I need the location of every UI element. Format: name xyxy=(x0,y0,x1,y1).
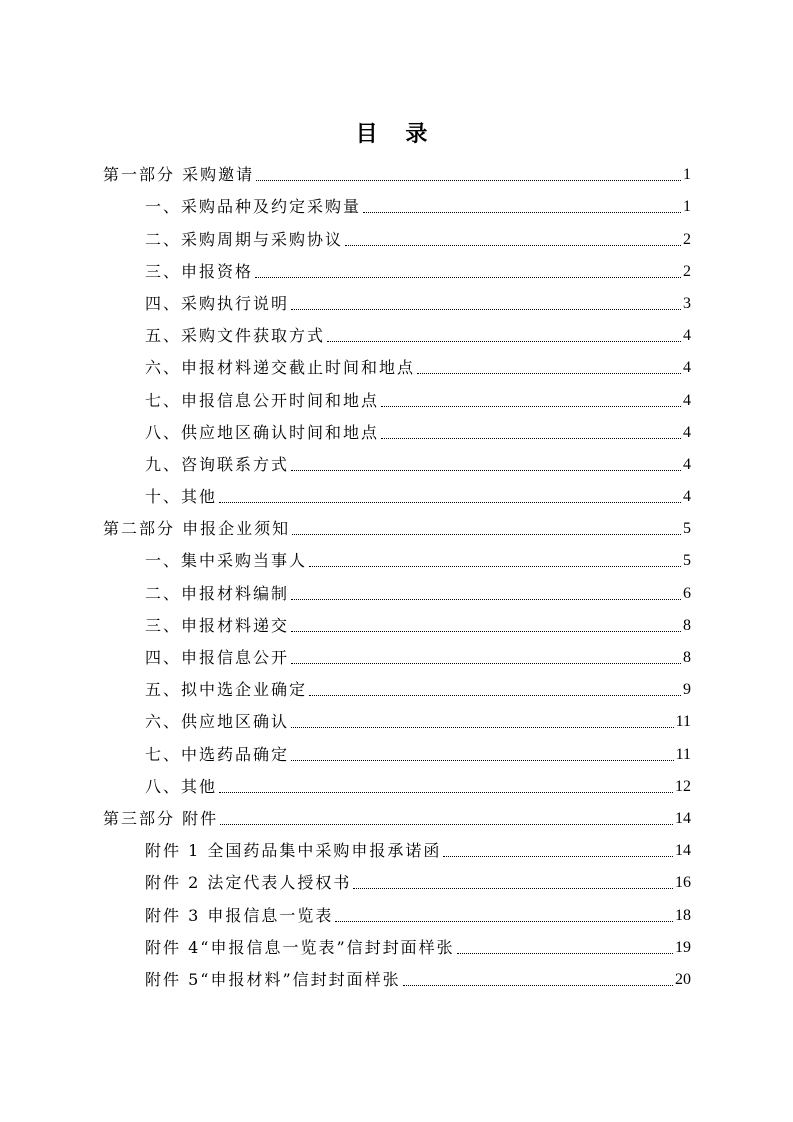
toc-entry-text: 五、采购文件获取方式 xyxy=(145,326,326,346)
toc-dot-leader xyxy=(457,953,673,954)
toc-part-entry[interactable] xyxy=(103,155,691,187)
toc-entry-text: 附件 5“申报材料”信封封面样张 xyxy=(145,969,401,989)
toc-title: 目 录 xyxy=(355,121,438,147)
toc-page-number: 14 xyxy=(675,809,691,827)
toc-section-entry[interactable] xyxy=(103,413,691,445)
toc-section-entry[interactable] xyxy=(103,477,691,509)
toc-dot-leader xyxy=(353,888,673,889)
toc-entry-text: 五、拟中选企业确定 xyxy=(145,680,308,700)
toc-entry-text: 十、其他 xyxy=(145,487,218,507)
toc-entry-text: 第二部分 申报企业须知 xyxy=(103,519,291,539)
toc-section-entry[interactable] xyxy=(103,928,691,960)
toc-entry-text: 第一部分 采购邀请 xyxy=(103,165,255,185)
toc-dot-leader xyxy=(309,566,681,567)
toc-page-number: 4 xyxy=(683,423,691,441)
toc-page-number: 20 xyxy=(675,970,691,988)
toc-section-entry[interactable] xyxy=(103,316,691,348)
toc-section-entry[interactable] xyxy=(103,960,691,992)
toc-dot-leader xyxy=(291,470,681,471)
toc-dot-leader xyxy=(292,534,681,535)
toc-section-entry[interactable] xyxy=(103,284,691,316)
toc-dot-leader xyxy=(220,824,673,825)
toc-entry-text: 二、采购周期与采购协议 xyxy=(145,229,344,249)
toc-section-entry[interactable] xyxy=(103,638,691,670)
toc-entry-text: 七、申报信息公开时间和地点 xyxy=(145,390,380,410)
toc-dot-leader xyxy=(381,406,681,407)
toc-entry-text: 附件 3 申报信息一览表 xyxy=(145,905,334,925)
toc-entry-text: 二、申报材料编制 xyxy=(145,583,290,603)
toc-page-number: 3 xyxy=(683,294,691,312)
toc-dot-leader xyxy=(256,180,681,181)
toc-section-entry[interactable] xyxy=(103,606,691,638)
toc-page-number: 18 xyxy=(675,906,691,924)
toc-section-entry[interactable] xyxy=(103,348,691,380)
toc-page-number: 4 xyxy=(683,488,691,506)
toc-section-entry[interactable] xyxy=(103,541,691,573)
toc-page-number: 16 xyxy=(675,874,691,892)
toc-entry-text: 七、中选药品确定 xyxy=(145,744,290,764)
toc-dot-leader xyxy=(345,245,681,246)
toc-dot-leader xyxy=(291,631,681,632)
toc-section-entry[interactable] xyxy=(103,219,691,251)
toc-dot-leader xyxy=(291,663,681,664)
toc-dot-leader xyxy=(291,727,674,728)
toc-section-entry[interactable] xyxy=(103,670,691,702)
toc-entry-text: 附件 1 全国药品集中采购申报承诺函 xyxy=(145,841,442,861)
toc-entry-text: 四、申报信息公开 xyxy=(145,648,290,667)
toc-dot-leader xyxy=(291,599,681,600)
table-of-contents xyxy=(103,155,691,992)
toc-dot-leader xyxy=(219,792,673,793)
toc-entry-text: 六、供应地区确认 xyxy=(145,712,290,732)
toc-entry-text: 六、申报材料递交截止时间和地点 xyxy=(145,358,416,378)
toc-section-entry[interactable] xyxy=(103,445,691,477)
toc-dot-leader xyxy=(219,502,681,503)
toc-page-number: 19 xyxy=(675,938,691,956)
toc-section-entry[interactable] xyxy=(103,252,691,284)
toc-page-number: 2 xyxy=(683,230,691,248)
toc-section-entry[interactable] xyxy=(103,767,691,799)
toc-entry-text: 四、采购执行说明 xyxy=(145,293,290,313)
toc-page-number: 11 xyxy=(675,745,691,763)
toc-entry-text: 三、申报材料递交 xyxy=(145,615,290,635)
toc-section-entry[interactable] xyxy=(103,380,691,412)
toc-dot-leader xyxy=(291,760,674,761)
toc-entry-text: 附件 2 法定代表人授权书 xyxy=(145,873,352,893)
toc-page-number: 11 xyxy=(675,713,691,731)
toc-page-number: 12 xyxy=(675,777,691,795)
toc-dot-leader xyxy=(309,695,681,696)
toc-section-entry[interactable] xyxy=(103,863,691,895)
toc-page-number: 5 xyxy=(683,552,691,570)
toc-page-number: 2 xyxy=(683,262,691,280)
toc-section-entry[interactable] xyxy=(103,831,691,863)
toc-page-number: 4 xyxy=(683,391,691,409)
toc-entry-text: 八、供应地区确认时间和地点 xyxy=(145,422,380,442)
toc-entry-text: 一、集中采购当事人 xyxy=(145,551,308,571)
toc-page-number: 1 xyxy=(683,198,691,216)
toc-entry-text: 九、咨询联系方式 xyxy=(145,454,290,474)
toc-page-number: 8 xyxy=(683,616,691,634)
toc-section-entry[interactable] xyxy=(103,895,691,927)
toc-entry-text: 附件 4“申报信息一览表”信封封面样张 xyxy=(145,937,455,957)
toc-dot-leader xyxy=(417,373,681,374)
toc-page-number: 6 xyxy=(683,584,691,602)
toc-dot-leader xyxy=(291,309,681,310)
toc-page-number: 4 xyxy=(683,359,691,377)
toc-entry-text: 第三部分 附件 xyxy=(103,808,219,828)
toc-page-number: 4 xyxy=(683,327,691,345)
toc-page-number: 4 xyxy=(683,455,691,473)
toc-dot-leader xyxy=(381,438,681,439)
toc-page-number: 8 xyxy=(683,649,691,666)
toc-part-entry[interactable] xyxy=(103,799,691,831)
toc-section-entry[interactable] xyxy=(103,187,691,219)
toc-page-number: 1 xyxy=(683,166,691,184)
toc-dot-leader xyxy=(255,277,681,278)
toc-dot-leader xyxy=(327,341,681,342)
toc-section-entry[interactable] xyxy=(103,734,691,766)
toc-dot-leader xyxy=(403,985,673,986)
toc-dot-leader xyxy=(335,921,673,922)
toc-entry-text: 八、其他 xyxy=(145,776,218,796)
toc-section-entry[interactable] xyxy=(103,573,691,605)
toc-section-entry[interactable] xyxy=(103,702,691,734)
toc-dot-leader xyxy=(363,212,681,213)
toc-entry-text: 一、采购品种及约定采购量 xyxy=(145,197,362,217)
toc-page-number: 5 xyxy=(683,520,691,538)
toc-entry-text: 三、申报资格 xyxy=(145,261,254,281)
toc-dot-leader xyxy=(443,856,673,857)
toc-page-number: 9 xyxy=(683,681,691,699)
toc-page-number: 14 xyxy=(675,842,691,860)
toc-part-entry[interactable] xyxy=(103,509,691,541)
